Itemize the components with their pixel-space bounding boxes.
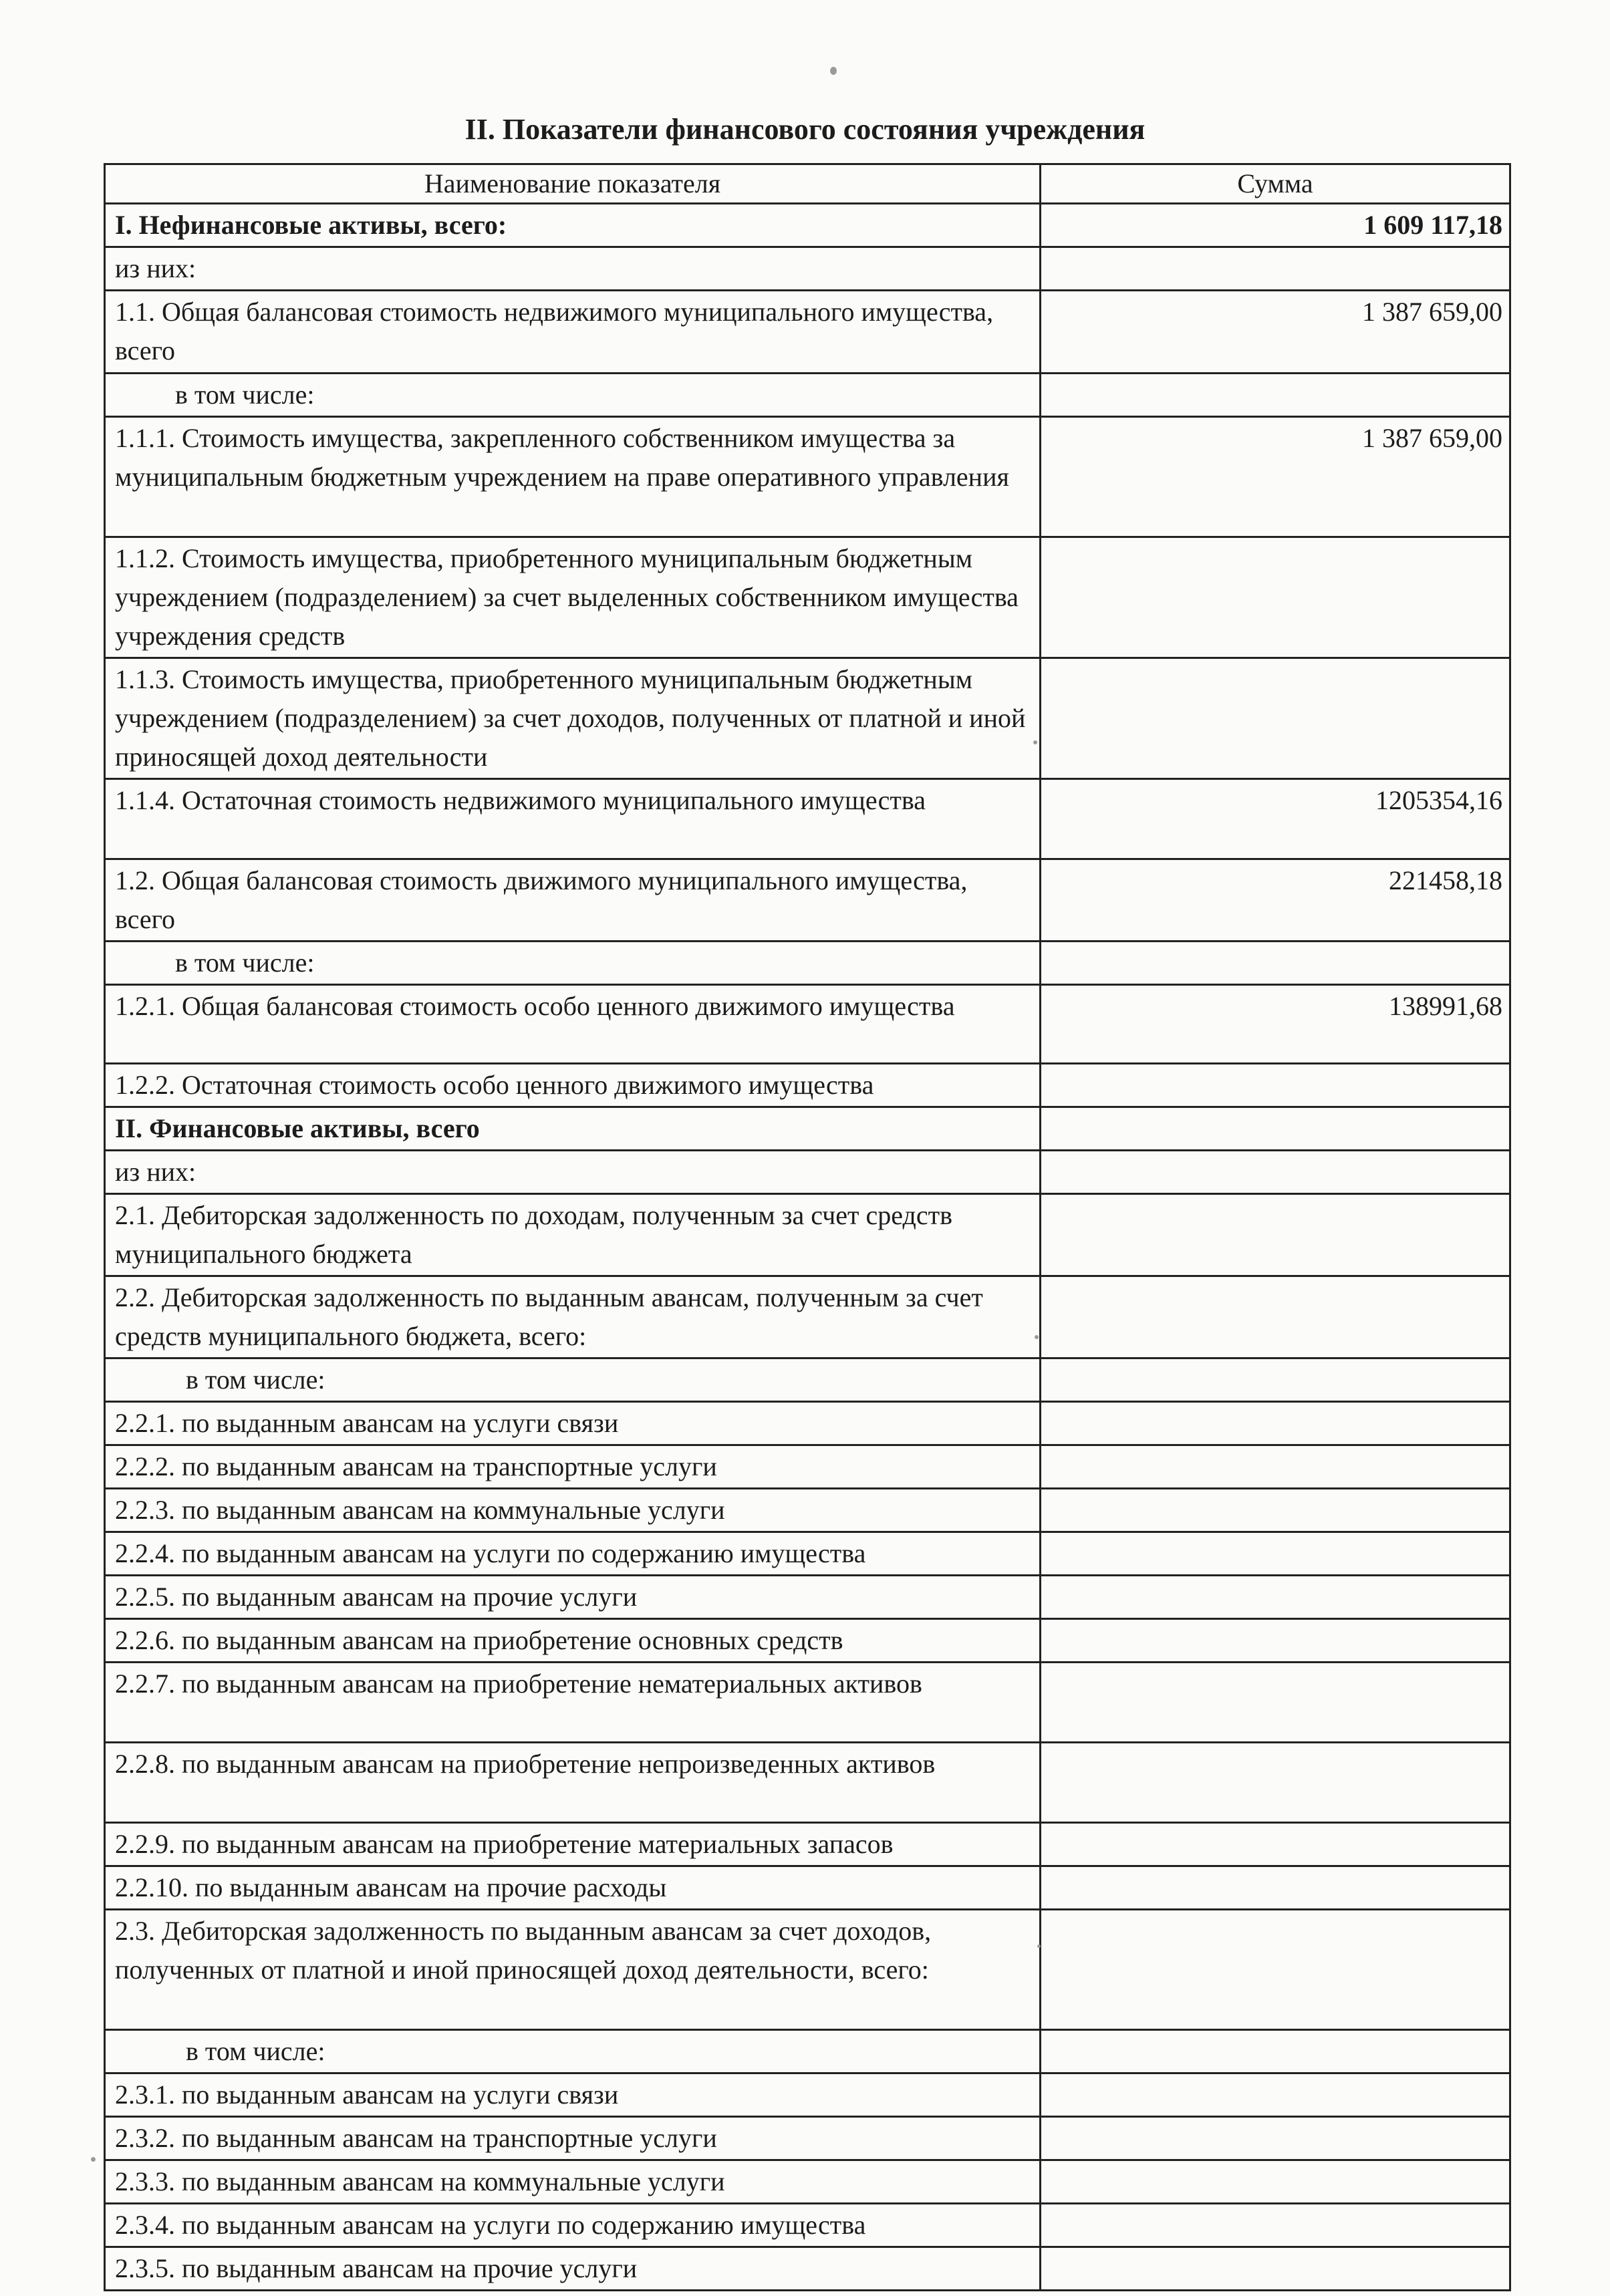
table-row <box>105 1823 1510 1866</box>
indicator-name-cell: 1.1.3. Стоимость имущества, приобретенного муниципальным бюджетным учреждением (подразделением) за счет доходов, полученных от платной и иной приносящей доход деятельности <box>105 658 1041 779</box>
table-row <box>105 1151 1510 1194</box>
indicator-name-cell: в том числе: <box>105 2030 1041 2073</box>
indicator-name-cell: 2.3.2. по выданным авансам на транспортные услуги <box>105 2117 1041 2160</box>
sum-cell <box>1041 1619 1510 1663</box>
sum-cell <box>1041 1151 1510 1194</box>
indicator-name-cell: 2.2.4. по выданным авансам на услуги по содержанию имущества <box>105 1532 1041 1576</box>
sum-cell <box>1041 1358 1510 1402</box>
table-row <box>105 1194 1510 1276</box>
indicator-name-cell: из них: <box>105 1151 1041 1194</box>
indicator-name-cell: 2.3.3. по выданным авансам на коммунальные услуги <box>105 2160 1041 2204</box>
indicator-name-cell: 2.3. Дебиторская задолженность по выданным авансам за счет доходов, полученных от платной и иной приносящей доход деятельности, всего: <box>105 1910 1041 2030</box>
sum-cell <box>1041 2160 1510 2204</box>
table-row <box>105 1445 1510 1489</box>
table-row <box>105 2073 1510 2117</box>
indicator-name-cell: 2.1. Дебиторская задолженность по доходам, полученным за счет средств муниципального бюджета <box>105 1194 1041 1276</box>
sum-cell <box>1041 1663 1510 1743</box>
table-row <box>105 1489 1510 1532</box>
sum-cell <box>1041 1823 1510 1866</box>
scan-speck <box>1037 1945 1041 1948</box>
indicator-name-cell: 2.3.4. по выданным авансам на услуги по содержанию имущества <box>105 2204 1041 2247</box>
indicator-name-cell: 2.2.5. по выданным авансам на прочие услуги <box>105 1576 1041 1619</box>
table-row <box>105 1358 1510 1402</box>
financial-indicators-table <box>104 163 1511 2291</box>
table-row <box>105 2117 1510 2160</box>
scan-speck <box>1035 1335 1039 1339</box>
indicator-name-cell: 2.2.6. по выданным авансам на приобретение основных средств <box>105 1619 1041 1663</box>
indicator-name-cell: из них: <box>105 247 1041 291</box>
sum-cell: 1 387 659,00 <box>1041 417 1510 537</box>
table-row <box>105 1064 1510 1107</box>
indicator-name-cell: II. Финансовые активы, всего <box>105 1107 1041 1151</box>
sum-cell <box>1041 374 1510 417</box>
table-row <box>105 374 1510 417</box>
table-row <box>105 658 1510 779</box>
column-header-name: Наименование показателя <box>105 164 1041 204</box>
indicator-name-cell: 1.2.1. Общая балансовая стоимость особо ценного движимого имущества <box>105 985 1041 1064</box>
table-row <box>105 537 1510 658</box>
sum-cell: 1 387 659,00 <box>1041 291 1510 374</box>
sum-cell <box>1041 247 1510 291</box>
table-row <box>105 2160 1510 2204</box>
indicator-name-cell: 1.2. Общая балансовая стоимость движимого муниципального имущества, всего <box>105 859 1041 942</box>
table-row <box>105 1743 1510 1823</box>
scan-speck <box>1033 740 1037 744</box>
indicator-name-cell: I. Нефинансовые активы, всего: <box>105 204 1041 247</box>
indicator-name-cell: в том числе: <box>105 374 1041 417</box>
sum-cell: 138991,68 <box>1041 985 1510 1064</box>
indicator-name-cell: в том числе: <box>105 1358 1041 1402</box>
table-row <box>105 942 1510 985</box>
indicator-name-cell: 2.2. Дебиторская задолженность по выданным авансам, полученным за счет средств муниципального бюджета, всего: <box>105 1276 1041 1358</box>
sum-cell <box>1041 1743 1510 1823</box>
table-row <box>105 1619 1510 1663</box>
scan-speck <box>830 67 837 75</box>
indicator-name-cell: 2.2.10. по выданным авансам на прочие расходы <box>105 1866 1041 1910</box>
indicator-name-cell: 2.3.5. по выданным авансам на прочие услуги <box>105 2247 1041 2291</box>
sum-cell <box>1041 658 1510 779</box>
sum-cell <box>1041 537 1510 658</box>
table-row <box>105 247 1510 291</box>
indicator-name-cell: 1.1.2. Стоимость имущества, приобретенного муниципальным бюджетным учреждением (подразделением) за счет выделенных собственником имущества учреждения средств <box>105 537 1041 658</box>
table-row <box>105 204 1510 247</box>
indicator-name-cell: 1.2.2. Остаточная стоимость особо ценного движимого имущества <box>105 1064 1041 1107</box>
sum-cell <box>1041 1489 1510 1532</box>
sum-cell <box>1041 1107 1510 1151</box>
sum-cell <box>1041 1910 1510 2030</box>
table-row <box>105 1576 1510 1619</box>
sum-cell <box>1041 2247 1510 2291</box>
table-row <box>105 1663 1510 1743</box>
scan-speck <box>91 2157 96 2162</box>
sum-cell <box>1041 942 1510 985</box>
table-row <box>105 2030 1510 2073</box>
table-row <box>105 1532 1510 1576</box>
indicator-name-cell: 2.2.8. по выданным авансам на приобретение непроизведенных активов <box>105 1743 1041 1823</box>
column-header-sum: Сумма <box>1041 164 1510 204</box>
sum-cell <box>1041 2204 1510 2247</box>
indicator-name-cell: 2.2.9. по выданным авансам на приобретение материальных запасов <box>105 1823 1041 1866</box>
page-title: II. Показатели финансового состояния учреждения <box>464 113 1146 146</box>
indicator-name-cell: 2.2.1. по выданным авансам на услуги связи <box>105 1402 1041 1445</box>
sum-cell <box>1041 1064 1510 1107</box>
table-row <box>105 291 1510 374</box>
table-row <box>105 859 1510 942</box>
table-row <box>105 1402 1510 1445</box>
sum-cell <box>1041 1532 1510 1576</box>
sum-cell <box>1041 1402 1510 1445</box>
table-row <box>105 779 1510 859</box>
indicator-name-cell: 1.1.1. Стоимость имущества, закрепленного собственником имущества за муниципальным бюджетным учреждением на праве оперативного управления <box>105 417 1041 537</box>
indicator-name-cell: 2.2.2. по выданным авансам на транспортные услуги <box>105 1445 1041 1489</box>
indicator-name-cell: 2.2.7. по выданным авансам на приобретение нематериальных активов <box>105 1663 1041 1743</box>
sum-cell <box>1041 2030 1510 2073</box>
table-row <box>105 2247 1510 2291</box>
table-row <box>105 985 1510 1064</box>
sum-cell: 1 609 117,18 <box>1041 204 1510 247</box>
table-row <box>105 1107 1510 1151</box>
indicator-name-cell: 1.1.4. Остаточная стоимость недвижимого муниципального имущества <box>105 779 1041 859</box>
sum-cell: 221458,18 <box>1041 859 1510 942</box>
sum-cell <box>1041 2073 1510 2117</box>
sum-cell <box>1041 1445 1510 1489</box>
indicator-name-cell: 2.2.3. по выданным авансам на коммунальные услуги <box>105 1489 1041 1532</box>
table-row <box>105 1276 1510 1358</box>
sum-cell <box>1041 1576 1510 1619</box>
table-row <box>105 1866 1510 1910</box>
table-header-row <box>105 164 1510 204</box>
sum-cell <box>1041 1276 1510 1358</box>
indicator-name-cell: в том числе: <box>105 942 1041 985</box>
sum-cell <box>1041 1194 1510 1276</box>
table-body <box>105 204 1510 2291</box>
table-row <box>105 2204 1510 2247</box>
table-row <box>105 417 1510 537</box>
sum-cell: 1205354,16 <box>1041 779 1510 859</box>
indicator-name-cell: 2.3.1. по выданным авансам на услуги связи <box>105 2073 1041 2117</box>
indicator-name-cell: 1.1. Общая балансовая стоимость недвижимого муниципального имущества, всего <box>105 291 1041 374</box>
table-row <box>105 1910 1510 2030</box>
sum-cell <box>1041 2117 1510 2160</box>
sum-cell <box>1041 1866 1510 1910</box>
